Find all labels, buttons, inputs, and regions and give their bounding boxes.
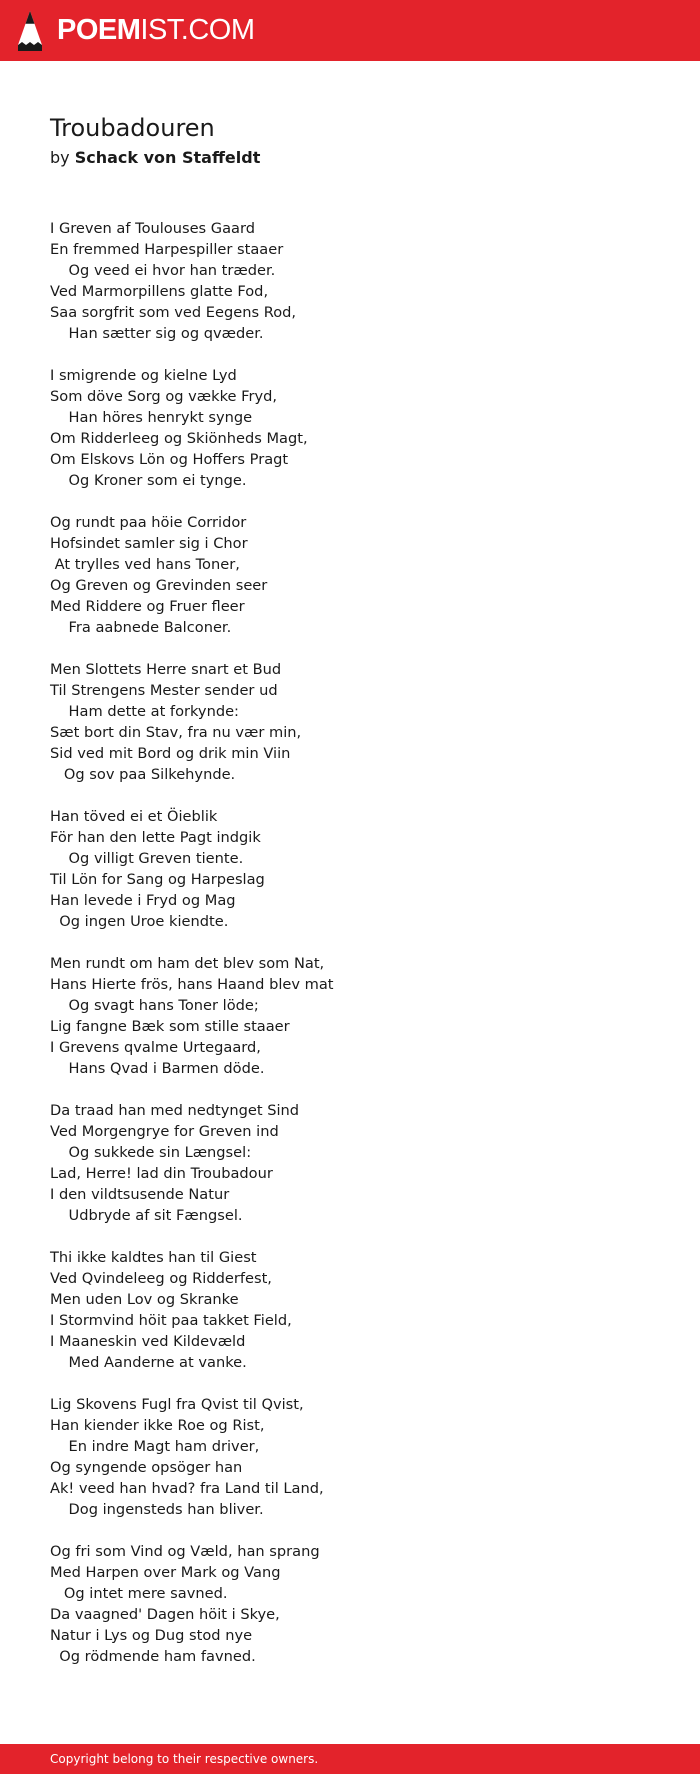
poem-line: Han levede i Fryd og Mag bbox=[50, 892, 236, 909]
poem-line: I Stormvind höit paa takket Field, bbox=[50, 1312, 292, 1329]
poem-line: Sid ved mit Bord og drik min Viin bbox=[50, 745, 291, 762]
poem-byline bbox=[50, 148, 260, 167]
poem-line: Da traad han med nedtynget Sind bbox=[50, 1102, 300, 1119]
poem-line: Og sukkede sin Længsel: bbox=[50, 1144, 252, 1161]
stanza-gap bbox=[50, 491, 670, 512]
poem-line: Hans Hierte frös, hans Haand blev mat bbox=[50, 976, 334, 993]
stanza-gap bbox=[50, 1226, 670, 1247]
poem-line: Ved Marmorpillens glatte Fod, bbox=[50, 283, 269, 300]
stanza-gap bbox=[50, 638, 670, 659]
poem-line: Han höres henrykt synge bbox=[50, 409, 253, 426]
pencil-tip-icon bbox=[18, 11, 42, 51]
brand-bold: POEM bbox=[57, 14, 141, 46]
poem-line: För han den lette Pagt indgik bbox=[50, 829, 261, 846]
poem-line: Natur i Lys og Dug stod nye bbox=[50, 1627, 253, 1644]
poem-line: At trylles ved hans Toner, bbox=[50, 556, 240, 573]
stanza-gap bbox=[50, 344, 670, 365]
poem-line: Og Kroner som ei tynge. bbox=[50, 472, 247, 489]
poem-line: Og svagt hans Toner löde; bbox=[50, 997, 259, 1014]
poem-line: Og rundt paa höie Corridor bbox=[50, 514, 247, 531]
site-footer bbox=[0, 1744, 700, 1774]
poem-line: Og Greven og Grevinden seer bbox=[50, 577, 268, 594]
poem-line: Til Strengens Mester sender ud bbox=[50, 682, 278, 699]
poem-line: Hofsindet samler sig i Chor bbox=[50, 535, 248, 552]
poem-line: Saa sorgfrit som ved Eegens Rod, bbox=[50, 304, 297, 321]
poem-title: Troubadouren bbox=[50, 114, 215, 142]
poem-line: Og intet mere savned. bbox=[50, 1585, 228, 1602]
poem-line: I den vildtsusende Natur bbox=[50, 1186, 230, 1203]
poem-line: Sæt bort din Stav, fra nu vær min, bbox=[50, 724, 302, 741]
poem-line: Udbryde af sit Fængsel. bbox=[50, 1207, 243, 1224]
poem-line: Han sætter sig og qvæder. bbox=[50, 325, 264, 342]
poem-line: Om Elskovs Lön og Hoffers Pragt bbox=[50, 451, 289, 468]
site-logo-link[interactable] bbox=[18, 0, 255, 61]
poem-line: I Grevens qvalme Urtegaard, bbox=[50, 1039, 261, 1056]
poem-line: Hans Qvad i Barmen döde. bbox=[50, 1060, 265, 1077]
stanza-gap bbox=[50, 1079, 670, 1100]
poem-line: Men uden Lov og Skranke bbox=[50, 1291, 239, 1308]
poem-line: Dog ingensteds han bliver. bbox=[50, 1501, 264, 1518]
poem-body bbox=[50, 218, 670, 1667]
stanza-gap bbox=[50, 932, 670, 953]
stanza-gap bbox=[50, 785, 670, 806]
poem-line: Og veed ei hvor han træder. bbox=[50, 262, 276, 279]
poem-line: Han kiender ikke Roe og Rist, bbox=[50, 1417, 265, 1434]
poem-line: I smigrende og kielne Lyd bbox=[50, 367, 237, 384]
poem-line: Og sov paa Silkehynde. bbox=[50, 766, 236, 783]
poem-line: Om Ridderleeg og Skiönheds Magt, bbox=[50, 430, 308, 447]
poem-line: Da vaagned' Dagen höit i Skye, bbox=[50, 1606, 280, 1623]
poem-line: Fra aabnede Balconer. bbox=[50, 619, 232, 636]
poem-line: Som döve Sorg og vække Fryd, bbox=[50, 388, 278, 405]
poem-line: I Maaneskin ved Kildevæld bbox=[50, 1333, 246, 1350]
copyright-notice: Copyright belong to their respective owners. bbox=[50, 1752, 319, 1766]
poem-line: I Greven af Toulouses Gaard bbox=[50, 220, 256, 237]
poem-line: Ak! veed han hvad? fra Land til Land, bbox=[50, 1480, 324, 1497]
poem-line: Men rundt om ham det blev som Nat, bbox=[50, 955, 325, 972]
stanza-gap bbox=[50, 1520, 670, 1541]
by-label: by bbox=[50, 148, 70, 167]
poem-line: Og rödmende ham favned. bbox=[50, 1648, 256, 1665]
author-link[interactable]: Schack von Staffeldt bbox=[74, 148, 261, 167]
poem-line: Og syngende opsöger han bbox=[50, 1459, 243, 1476]
site-header bbox=[0, 0, 700, 61]
poem-line: Med Harpen over Mark og Vang bbox=[50, 1564, 281, 1581]
poem-line: Thi ikke kaldtes han til Giest bbox=[50, 1249, 257, 1266]
poem-line: Ham dette at forkynde: bbox=[50, 703, 239, 720]
poem-line: Lig fangne Bæk som stille staaer bbox=[50, 1018, 290, 1035]
stanza-gap bbox=[50, 1373, 670, 1394]
poem-line: Og villigt Greven tiente. bbox=[50, 850, 244, 867]
brand-name bbox=[57, 16, 255, 45]
poem-line: En fremmed Harpespiller staaer bbox=[50, 241, 284, 258]
poem-line: Og fri som Vind og Væld, han sprang bbox=[50, 1543, 320, 1560]
poem-line: Lig Skovens Fugl fra Qvist til Qvist, bbox=[50, 1396, 304, 1413]
poem-line: Han töved ei et Öieblik bbox=[50, 808, 218, 825]
poem-line: Med Aanderne at vanke. bbox=[50, 1354, 247, 1371]
poem-line: Ved Qvindeleeg og Ridderfest, bbox=[50, 1270, 272, 1287]
poem-line: Ved Morgengrye for Greven ind bbox=[50, 1123, 279, 1140]
poem-line: Til Lön for Sang og Harpeslag bbox=[50, 871, 265, 888]
poem-line: Men Slottets Herre snart et Bud bbox=[50, 661, 282, 678]
poem-line: Lad, Herre! lad din Troubadour bbox=[50, 1165, 273, 1182]
poem-line: Og ingen Uroe kiendte. bbox=[50, 913, 229, 930]
poem-line: En indre Magt ham driver, bbox=[50, 1438, 260, 1455]
poem-line: Med Riddere og Fruer fleer bbox=[50, 598, 245, 615]
brand-rest: IST.COM bbox=[140, 14, 255, 46]
